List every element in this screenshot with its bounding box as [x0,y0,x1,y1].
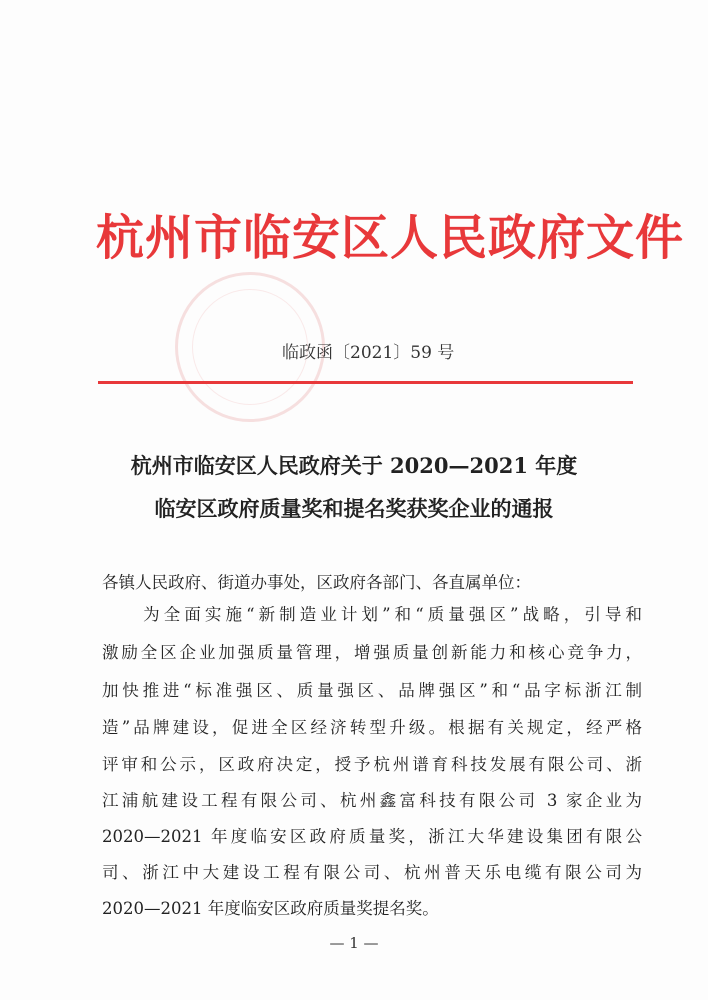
document-number: 临政函〔2021〕59 号 [282,343,455,363]
salutation: 各镇人民政府、街道办事处，区政府各部门、各直属单位： [102,573,531,592]
document-title-line-2: 临安区政府质量奖和提名奖获奖企业的通报 [154,496,554,521]
body-line: 司、浙江中大建设工程有限公司、杭州普天乐电缆有限公司为 [102,863,642,882]
body-line: 2020—2021 年度临安区政府质量奖，浙江大华建设集团有限公 [102,827,642,846]
body-line: 加快推进“标准强区、质量强区、品牌强区”和“品字标浙江制 [102,681,642,700]
document-title-line-1: 杭州市临安区人民政府关于 2020—2021 年度 [130,453,578,478]
page-number: — 1 — [329,934,379,952]
red-divider-line [98,381,633,384]
body-line: 评审和公示，区政府决定，授予杭州谱育科技发展有限公司、浙 [102,755,642,774]
body-line: 江浦航建设工程有限公司、杭州鑫富科技有限公司 3 家企业为 [102,791,642,810]
body-line: 为全面实施“新制造业计划”和“质量强区”战略，引导和 [102,605,642,624]
body-line: 造”品牌建设，促进全区经济转型升级。根据有关规定，经严格 [102,718,642,737]
body-line: 2020—2021 年度临安区政府质量奖提名奖。 [102,899,439,918]
body-line: 激励全区企业加强质量管理，增强质量创新能力和核心竞争力， [102,643,642,662]
issuer-title: 杭州市临安区人民政府文件 [96,210,685,266]
